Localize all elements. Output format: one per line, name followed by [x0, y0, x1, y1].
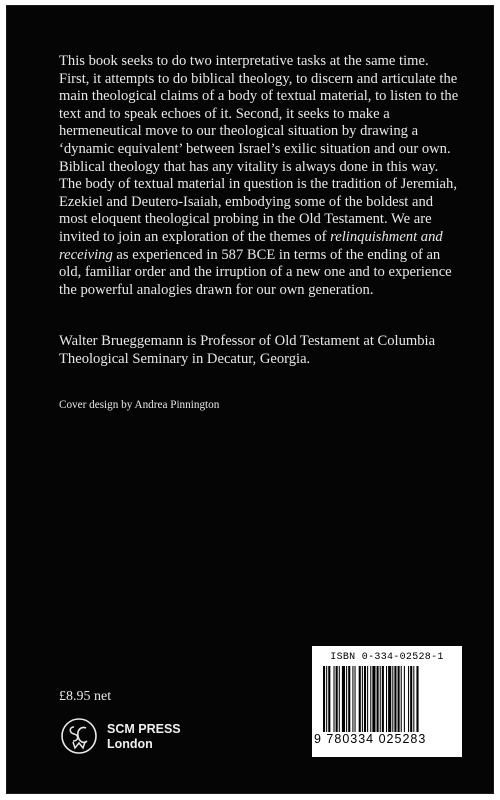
barcode-bar: [346, 666, 347, 732]
barcode-bar: [386, 666, 387, 732]
barcode-bar: [377, 666, 379, 732]
publisher-name: SCM PRESS: [107, 722, 181, 736]
barcode-bar: [348, 666, 350, 732]
barcode-bar: [359, 666, 361, 732]
publisher-imprint: [107, 722, 181, 751]
barcode-bar: [323, 666, 325, 732]
barcode-bars: [322, 666, 456, 732]
price: £8.95 net: [59, 689, 112, 704]
isbn-barcode-panel: [312, 646, 462, 757]
barcode-bar: [370, 666, 371, 732]
barcode-bar: [372, 666, 375, 732]
barcode-bar: [326, 666, 327, 732]
barcode-bar: [410, 666, 412, 732]
back-cover: [7, 6, 493, 793]
barcode-bar: [339, 666, 340, 732]
scm-monogram-logo-icon: [59, 716, 99, 756]
barcode-bar: [392, 666, 393, 732]
barcode-bar: [404, 666, 405, 732]
barcode-bar: [388, 666, 391, 732]
publisher-city: London: [107, 736, 153, 751]
blurb-text-part2: as experienced in 587 BCE in terms of the ending of an old, familiar order and the irruption of a new one and to experience the powerful analogies drawn for our own generation.: [59, 246, 452, 298]
barcode-bar: [342, 666, 345, 732]
blurb-text-part1: This book seeks to do two interpretative tasks at the same time. First, it attempts to do biblical theology, to discern and articulate the main theological claims of a body of textual material, to listen to the text and to speak echoes of it. Second, it seeks to make a hermeneutical move to our theological situation by drawing a ‘dynamic equivalent’ between Israel’s exilic situation and our own. Biblical theology that has any vitality is always done in this way. The body of textual material in question is the tradition of Jeremiah, Ezekiel and Deutero-Isaiah, embodying some of the boldest and most eloquent theological probing in the Old Testament. We are invited to join an exploration of the themes of: [59, 53, 459, 245]
barcode-bar: [367, 666, 368, 732]
cover-design-credit: Cover design by Andrea Pinnington: [59, 399, 220, 411]
barcode-bar: [413, 666, 414, 732]
barcode-bar: [394, 666, 396, 732]
ean-digits: 9 780334 025283: [314, 732, 427, 746]
barcode-bar: [401, 666, 402, 732]
barcode-bar: [416, 666, 418, 732]
barcode-bar: [362, 666, 363, 732]
barcode-bar: [328, 666, 330, 732]
barcode-bar: [380, 666, 381, 732]
barcode-bar: [355, 666, 356, 732]
barcode-bar: [364, 666, 366, 732]
blurb-emphasis: relinquishment and receiving: [59, 228, 443, 263]
blurb-paragraph: [59, 53, 459, 299]
barcode-bar: [382, 666, 384, 732]
barcode-bar: [408, 666, 409, 732]
isbn-label: ISBN 0-334-02528-1: [330, 652, 444, 663]
barcode-bar: [336, 666, 338, 732]
author-bio: Walter Brueggemann is Professor of Old Testament at Columbia Theological Seminary in Decatur, Georgia.: [59, 333, 436, 367]
barcode-bar: [352, 666, 353, 732]
barcode-bar: [398, 666, 400, 732]
barcode-bar: [334, 666, 335, 732]
